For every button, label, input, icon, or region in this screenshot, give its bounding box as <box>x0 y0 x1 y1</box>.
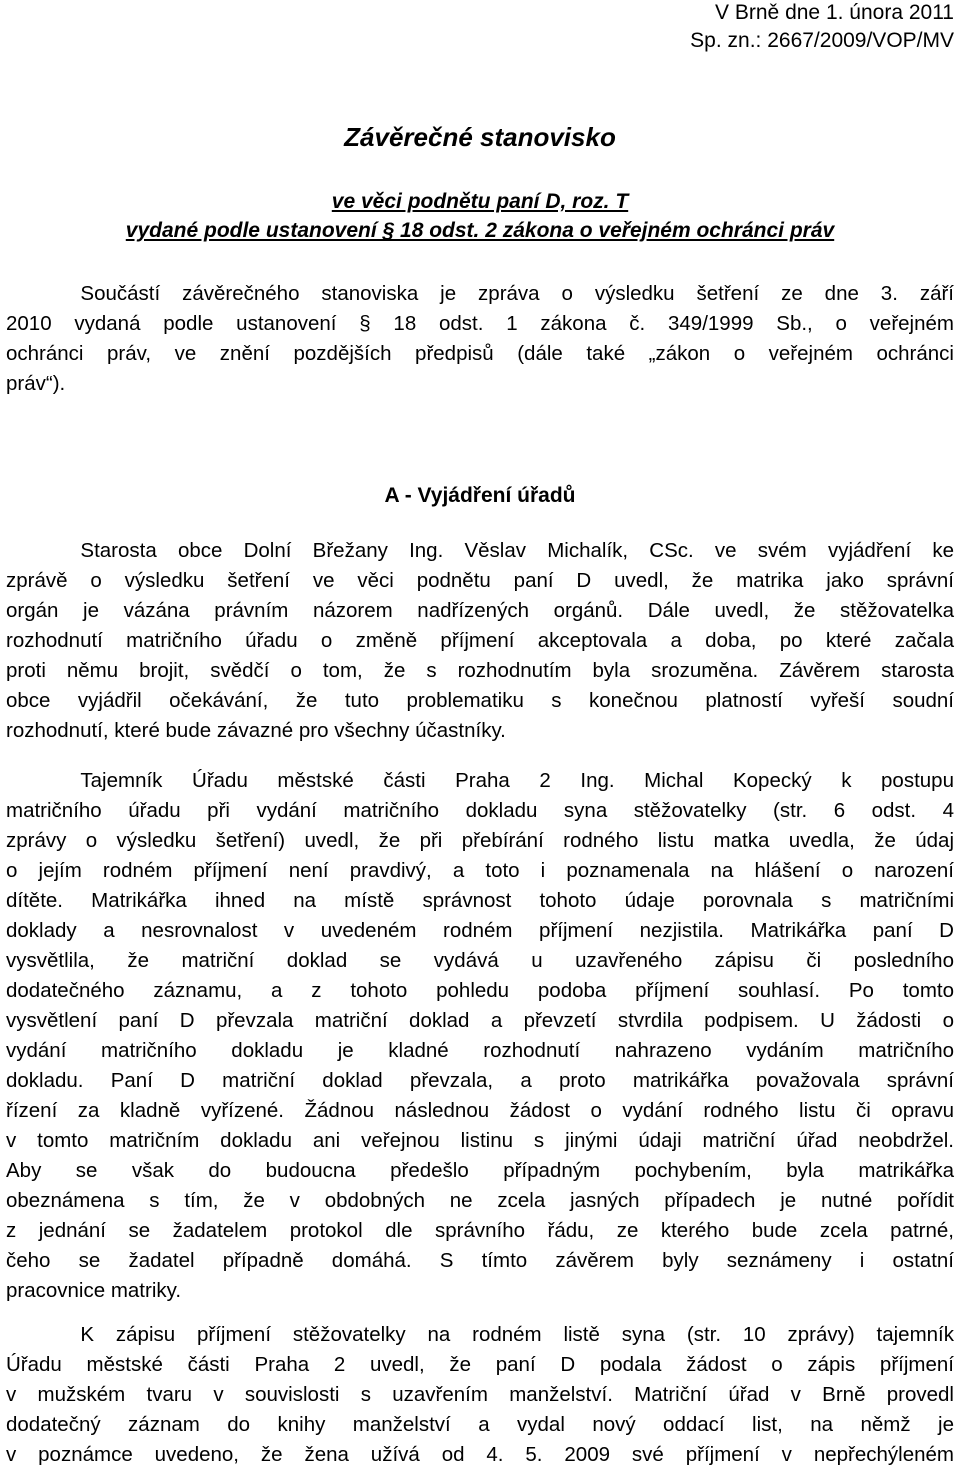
paragraph-line: v mužském tvaru v souvislosti s uzavřením manželství. Matriční úřad v Brně provedl <box>6 1383 954 1406</box>
paragraph-line: Úřadu městské části Praha 2 uvedl, že paní D podala žádost o zápis příjmení <box>6 1353 954 1376</box>
paragraph-line: Starosta obce Dolní Břežany Ing. Věslav Michalík, CSc. ve svém vyjádření ke <box>80 539 954 562</box>
paragraph-line: obeznámena s tím, že v obdobných ne zcela jasných případech je nutné pořídit <box>6 1189 954 1212</box>
paragraph-line: čeho se žadatel případně domáhá. S tímto závěrem byly seznámeny i ostatní <box>6 1249 954 1272</box>
intro-line: ochránci práv, ve znění pozdějších předpisů (dále také „zákon o veřejném ochránci <box>6 342 954 365</box>
paragraph-line: vydání matričního dokladu je kladné rozhodnutí nahrazeno vydáním matričního <box>6 1039 954 1062</box>
paragraph-line: pracovnice matriky. <box>6 1279 182 1302</box>
paragraph-line: proti němu brojit, svědčí o tom, že s rozhodnutím byla srozuměna. Závěrem starosta <box>6 659 954 682</box>
paragraph-line: K zápisu příjmení stěžovatelky na rodném listě syna (str. 10 zprávy) tajemník <box>80 1323 954 1346</box>
paragraph-line: rozhodnutí matričního úřadu o změně příjmení akceptovala a doba, po které začala <box>6 629 954 652</box>
paragraph-line: dodatečného záznamu, a z tohoto pohledu podoba příjmení souhlasí. Po tomto <box>6 979 954 1002</box>
name-record-paragraph <box>6 1320 954 1470</box>
document-title: Závěrečné stanovisko <box>344 122 616 152</box>
paragraph-line: obce vyjádřil očekávání, že tuto problematiku s konečnou platností vyřeší soudní <box>6 689 954 712</box>
paragraph-line: Tajemník Úřadu městské části Praha 2 Ing. Michal Kopecký k postupu <box>80 769 954 792</box>
mayor-statement-paragraph <box>6 536 954 746</box>
paragraph-line: rozhodnutí, které bude závazné pro všechny účastníky. <box>6 719 506 742</box>
paragraph-line: z jednání se žadatelem protokol dle správního řádu, ze kterého bude zcela patrné, <box>6 1219 954 1242</box>
paragraph-line: vysvětlení paní D převzala matriční doklad a převzetí stvrdila podpisem. U žádosti o <box>6 1009 954 1032</box>
paragraph-line: řízení za kladně vyřízené. Žádnou následnou žádost o vydání rodného listu či opravu <box>6 1099 954 1122</box>
intro-line: 2010 vydaná podle ustanovení § 18 odst. 1 zákona č. 349/1999 Sb., o veřejném <box>6 312 954 335</box>
paragraph-line: zprávě o výsledku šetření ve věci podnětu paní D uvedl, že matrika jako správní <box>6 569 954 592</box>
reference-number: Sp. zn.: 2667/2009/VOP/MV <box>690 29 954 52</box>
paragraph-line: dodatečný záznam do knihy manželství a vydal nový oddací list, na němž je <box>6 1413 954 1436</box>
intro-line: práv“). <box>6 372 66 395</box>
paragraph-line: matričního úřadu při vydání matričního dokladu syna stěžovatelky (str. 6 odst. 4 <box>6 799 954 822</box>
intro-paragraph <box>6 279 954 399</box>
subtitle-line-2: vydané podle ustanovení § 18 odst. 2 zákona o veřejném ochránci práv <box>125 219 835 242</box>
paragraph-line: doklady a nesrovnalost v uvedeném rodném příjmení nezjistila. Matrikářka paní D <box>6 919 954 942</box>
paragraph-line: v tomto matričním dokladu ani veřejnou listinu s jinými údaji matriční úřad neobdržel. <box>6 1129 954 1152</box>
secretary-statement-paragraph <box>6 766 954 1306</box>
section-a-heading: A - Vyjádření úřadů <box>384 484 576 507</box>
paragraph-line: v poznámce uvedeno, že žena užívá od 4. 5. 2009 své příjmení v nepřechýleném <box>6 1443 954 1466</box>
subtitle-line-1: ve věci podnětu paní D, roz. T <box>331 190 629 213</box>
paragraph-line: zprávy o výsledku šetření) uvedl, že při přebírání rodného listu matka uvedla, že údaj <box>6 829 954 852</box>
paragraph-line: Aby se však do budoucna předešlo případným pochybením, byla matrikářka <box>6 1159 954 1182</box>
paragraph-line: o jejím rodném příjmení není pravdivý, a toto i poznamenala na hlášení o narození <box>6 859 954 882</box>
paragraph-line: dokladu. Paní D matriční doklad převzala, a proto matrikářka považovala správní <box>6 1069 954 1092</box>
paragraph-line: orgán je vázána právním názorem nadřízených orgánů. Dále uvedl, že stěžovatelka <box>6 599 954 622</box>
place-date: V Brně dne 1. února 2011 <box>715 1 954 24</box>
paragraph-line: dítěte. Matrikářka ihned na místě správnost tohoto údaje porovnala s matričními <box>6 889 954 912</box>
intro-line: Součástí závěrečného stanoviska je zpráva o výsledku šetření ze dne 3. září <box>80 282 954 305</box>
paragraph-line: vysvětlila, že matriční doklad se vydává u uzavřeného zápisu či posledního <box>6 949 954 972</box>
